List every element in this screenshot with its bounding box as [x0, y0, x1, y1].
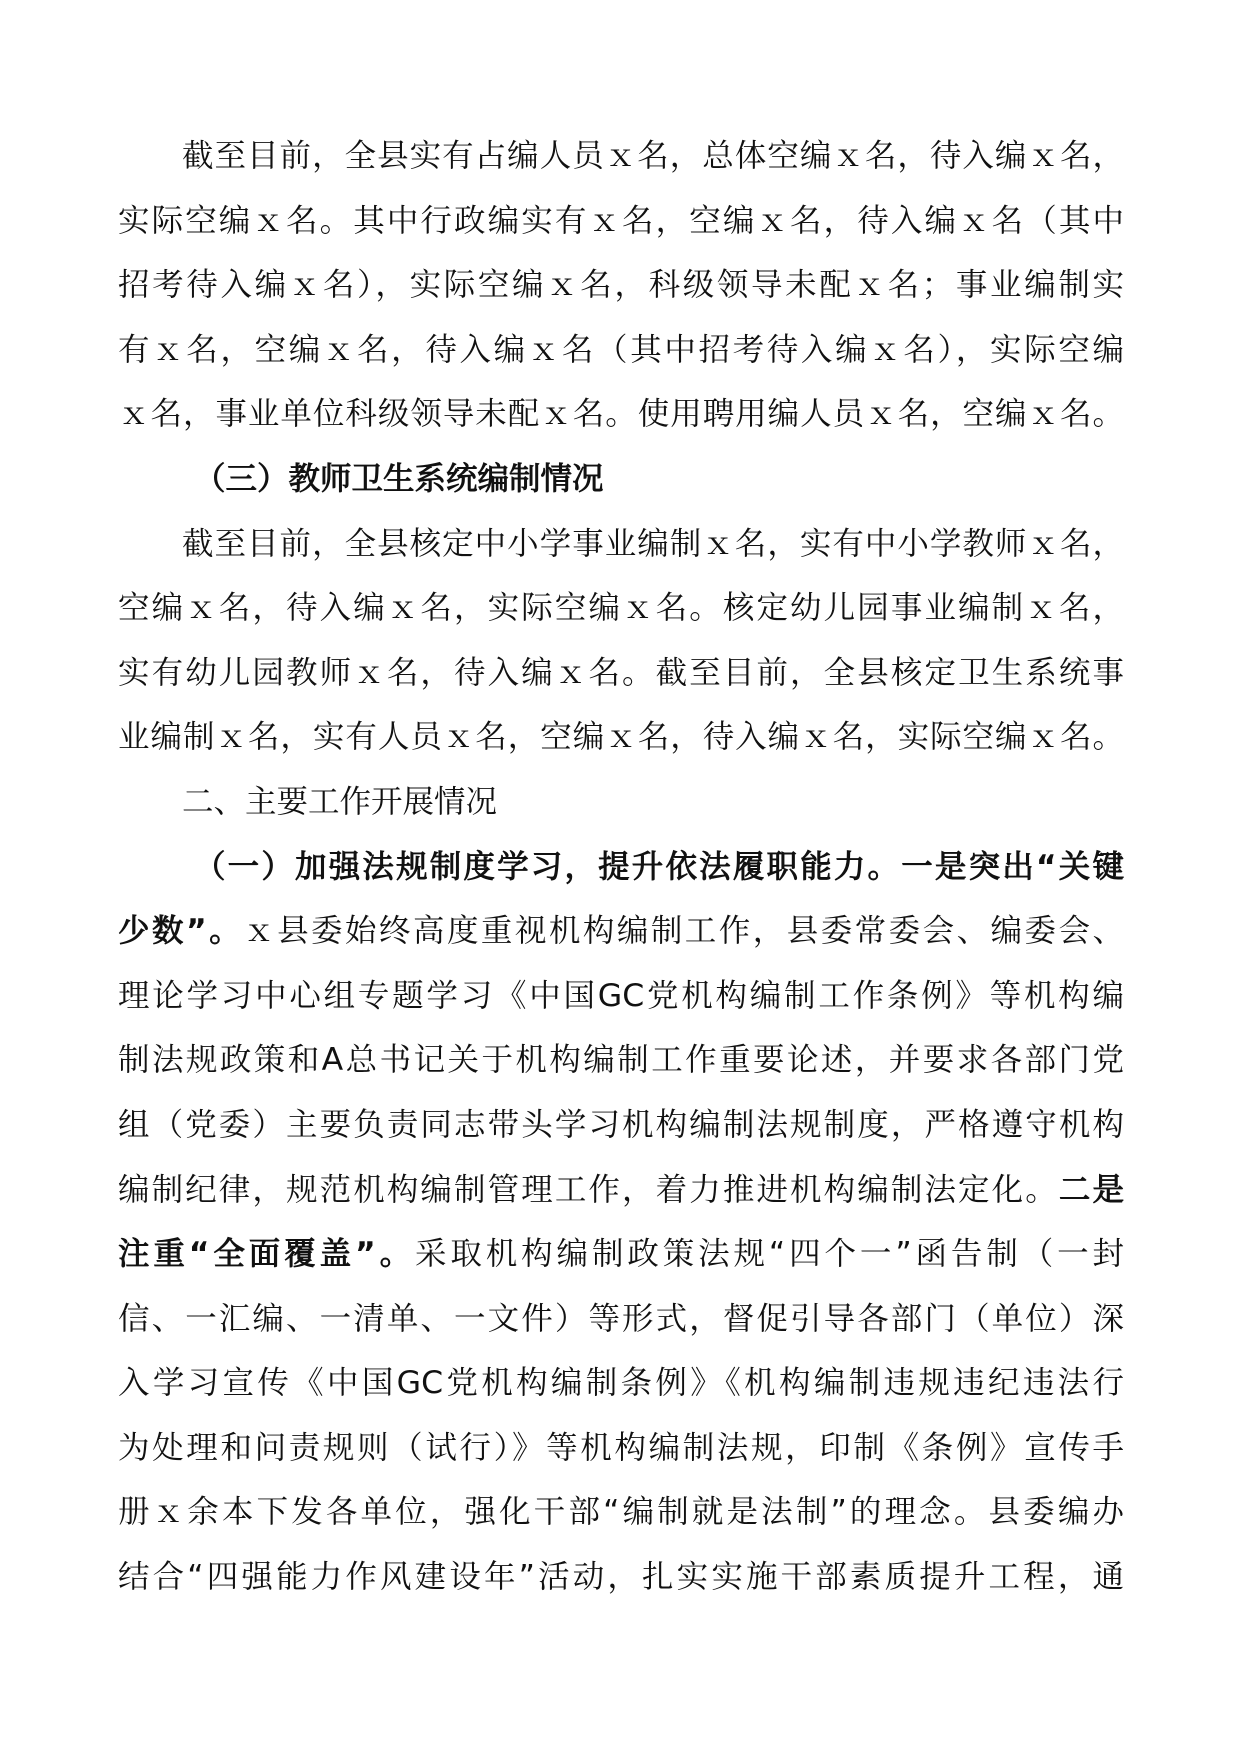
paragraph-line: 实际空编ｘ名。其中行政编实有ｘ名，空编ｘ名，待入编ｘ名（其中: [118, 202, 1124, 239]
paragraph-line: 理论学习中心组专题学习《中国GC党机构编制工作条例》等机构编: [118, 977, 1124, 1014]
section-title: 二、主要工作开展情况: [182, 783, 498, 820]
paragraph-line: [118, 899, 1124, 964]
paragraph-line: [118, 1222, 1124, 1287]
paragraph-line: 信、一汇编、一清单、一文件）等形式，督促引导各部门（单位）深: [118, 1300, 1124, 1337]
paragraph-line: 实有幼儿园教师ｘ名，待入编ｘ名。截至目前，全县核定卫生系统事: [118, 654, 1124, 691]
paragraph-line: 截至目前，全县实有占编人员ｘ名，总体空编ｘ名，待入编ｘ名，: [182, 138, 1124, 174]
paragraph-line: 为处理和问责规则（试行）》等机构编制法规，印制《条例》宣传手: [118, 1429, 1124, 1466]
paragraph-line: 入学习宣传《中国GC党机构编制条例》《机构编制违规违纪违法行: [118, 1365, 1124, 1402]
paragraph-line: 空编ｘ名，待入编ｘ名，实际空编ｘ名。核定幼儿园事业编制ｘ名，: [118, 590, 1124, 627]
paragraph-text: 采取机构编制政策法规“四个一”函告制（一封: [414, 1236, 1125, 1273]
paragraph-line: [118, 1158, 1124, 1223]
paragraph-text: ｘ县委始终高度重视机构编制工作，县委常委会、编委会、: [243, 913, 1124, 950]
paragraph-line: 结合“四强能力作风建设年”活动，扎实实施干部素质提升工程，通: [118, 1559, 1124, 1596]
paragraph-line: 册ｘ余本下发各单位，强化干部“编制就是法制”的理念。县委编办: [118, 1494, 1124, 1531]
document-page: [118, 124, 1124, 1610]
paragraph-line: 招考待入编ｘ名），实际空编ｘ名，科级领导未配ｘ名；事业编制实: [118, 267, 1124, 304]
bold-lead: 注重“全面覆盖”。: [118, 1236, 415, 1273]
paragraph-line: 截至目前，全县核定中小学事业编制ｘ名，实有中小学教师ｘ名，: [182, 525, 1124, 562]
paragraph-line: ｘ名，事业单位科级领导未配ｘ名。使用聘用编人员ｘ名，空编ｘ名。: [118, 396, 1124, 433]
paragraph-line: 制法规政策和A总书记关于机构编制工作重要论述，并要求各部门党: [118, 1042, 1124, 1079]
paragraph-line: 有ｘ名，空编ｘ名，待入编ｘ名（其中招考待入编ｘ名），实际空编: [118, 331, 1124, 368]
paragraph-line: 组（党委）主要负责同志带头学习机构编制法规制度，严格遵守机构: [118, 1106, 1124, 1143]
paragraph-text: 编制纪律，规范机构编制管理工作，着力推进机构编制法定化。: [118, 1171, 1059, 1208]
bold-lead: 少数”。: [118, 913, 244, 950]
section-heading: （三）教师卫生系统编制情况: [194, 460, 604, 497]
bold-lead: 二是: [1058, 1171, 1124, 1208]
paragraph-line: 业编制ｘ名，实有人员ｘ名，空编ｘ名，待入编ｘ名，实际空编ｘ名。: [118, 719, 1124, 756]
subsection-heading: （一）加强法规制度学习，提升依法履职能力。一是突出“关键: [194, 848, 1124, 885]
